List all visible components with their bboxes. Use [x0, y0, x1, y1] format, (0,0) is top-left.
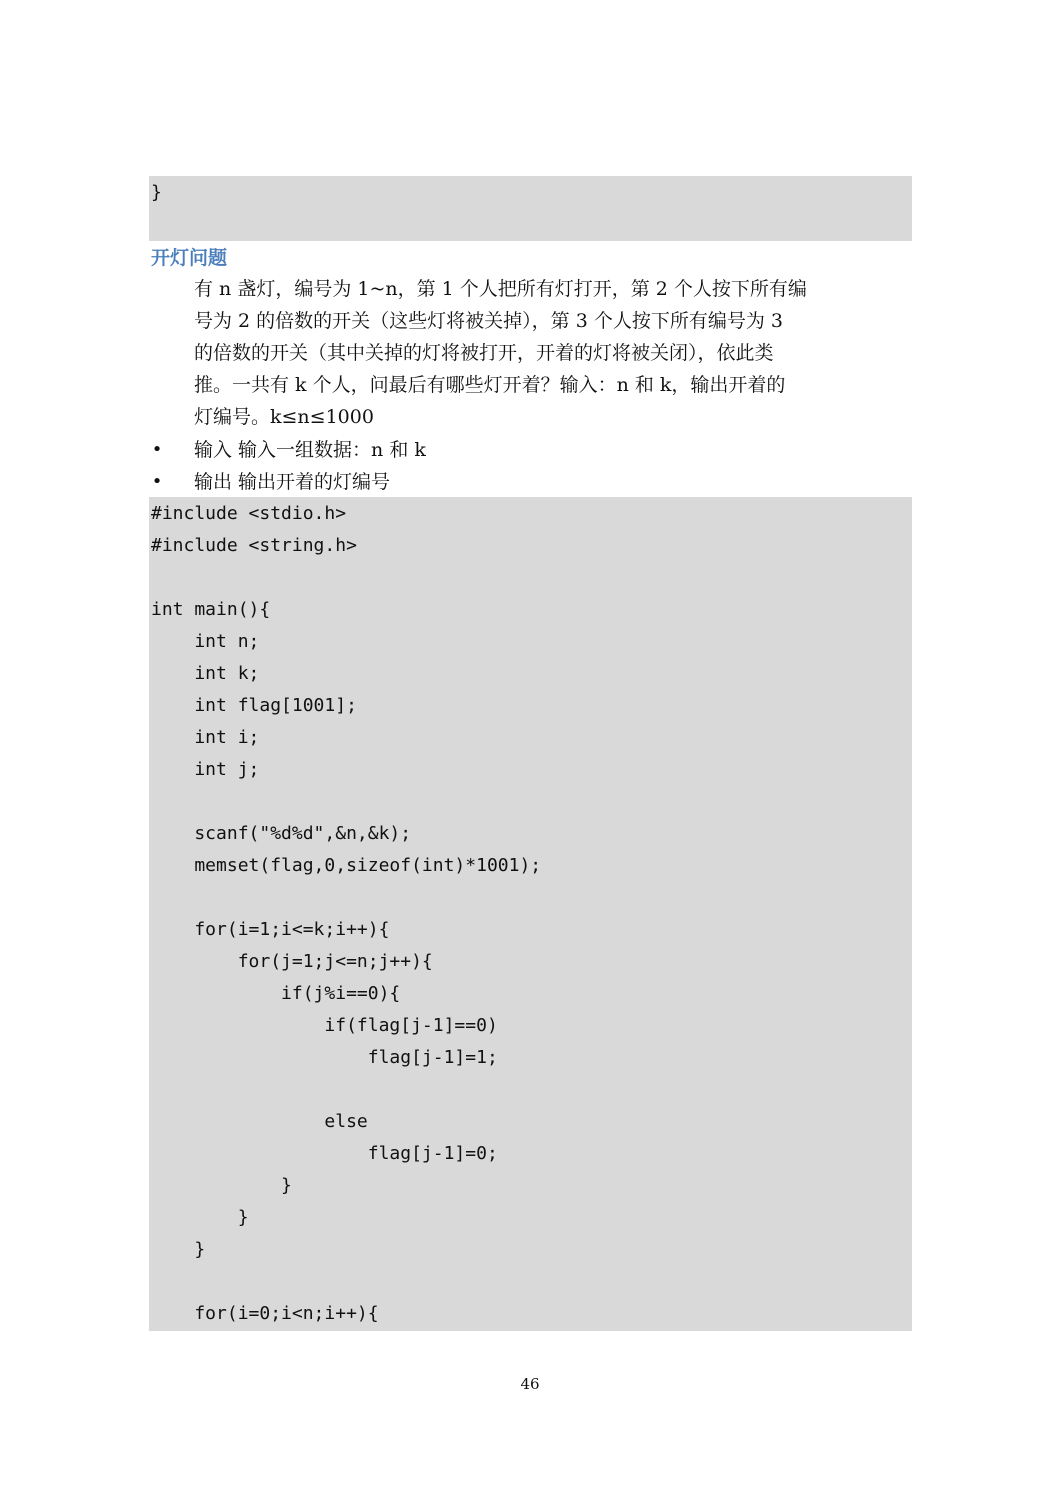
code-line	[149, 882, 912, 914]
io-bullet-list	[151, 434, 851, 498]
code-line	[149, 1266, 912, 1298]
code-line	[149, 1074, 912, 1106]
code-line: #include <string.h>	[151, 535, 357, 556]
code-line: for(j=1;j<=n;j++){	[151, 951, 433, 972]
code-line: int n;	[151, 631, 260, 652]
code-line: flag[j-1]=1;	[151, 1047, 498, 1068]
code-line: if(flag[j-1]==0)	[151, 1015, 498, 1036]
bullet-output	[151, 466, 851, 498]
code-block-continuation	[149, 176, 912, 241]
problem-line: 号为 2 的倍数的开关（这些灯将被关掉），第 3 个人按下所有编号为 3	[194, 310, 783, 332]
code-line: flag[j-1]=0;	[151, 1143, 498, 1164]
code-block-main	[149, 497, 912, 1331]
problem-description	[194, 273, 874, 433]
bullet-input	[151, 434, 851, 466]
code-line: int main(){	[151, 599, 271, 620]
problem-line: 灯编号。k≤n≤1000	[194, 406, 374, 428]
code-line: }	[151, 1239, 206, 1260]
code-line: else	[151, 1111, 368, 1132]
code-line	[149, 786, 912, 818]
section-title: 开灯问题	[151, 247, 228, 269]
code-line: scanf("%d%d",&n,&k);	[151, 823, 412, 844]
problem-line: 有 n 盏灯，编号为 1~n，第 1 个人把所有灯打开，第 2 个人按下所有编	[194, 278, 807, 300]
code-line: }	[151, 182, 162, 203]
code-line: for(i=0;i<n;i++){	[151, 1303, 379, 1324]
bullet-dot-icon: •	[151, 439, 163, 460]
code-line: for(i=1;i<=k;i++){	[151, 919, 390, 940]
code-line: int j;	[151, 759, 260, 780]
page-number: 46	[520, 1375, 540, 1393]
problem-line: 的倍数的开关（其中关掉的灯将被打开，开着的灯将被关闭），依此类	[194, 342, 774, 364]
bullet-dot-icon: •	[151, 471, 163, 492]
code-line: #include <stdio.h>	[151, 503, 347, 524]
code-line: int flag[1001];	[151, 695, 357, 716]
code-line: }	[151, 1207, 249, 1228]
bullet-text: 输出 输出开着的灯编号	[194, 471, 391, 493]
bullet-text: 输入 输入一组数据：n 和 k	[194, 439, 426, 461]
code-line: memset(flag,0,sizeof(int)*1001);	[151, 855, 542, 876]
code-line: }	[151, 1175, 292, 1196]
code-line: int i;	[151, 727, 260, 748]
code-line	[149, 562, 912, 594]
code-line: if(j%i==0){	[151, 983, 401, 1004]
code-line: int k;	[151, 663, 260, 684]
problem-line: 推。一共有 k 个人，问最后有哪些灯开着？输入：n 和 k，输出开着的	[194, 374, 786, 396]
